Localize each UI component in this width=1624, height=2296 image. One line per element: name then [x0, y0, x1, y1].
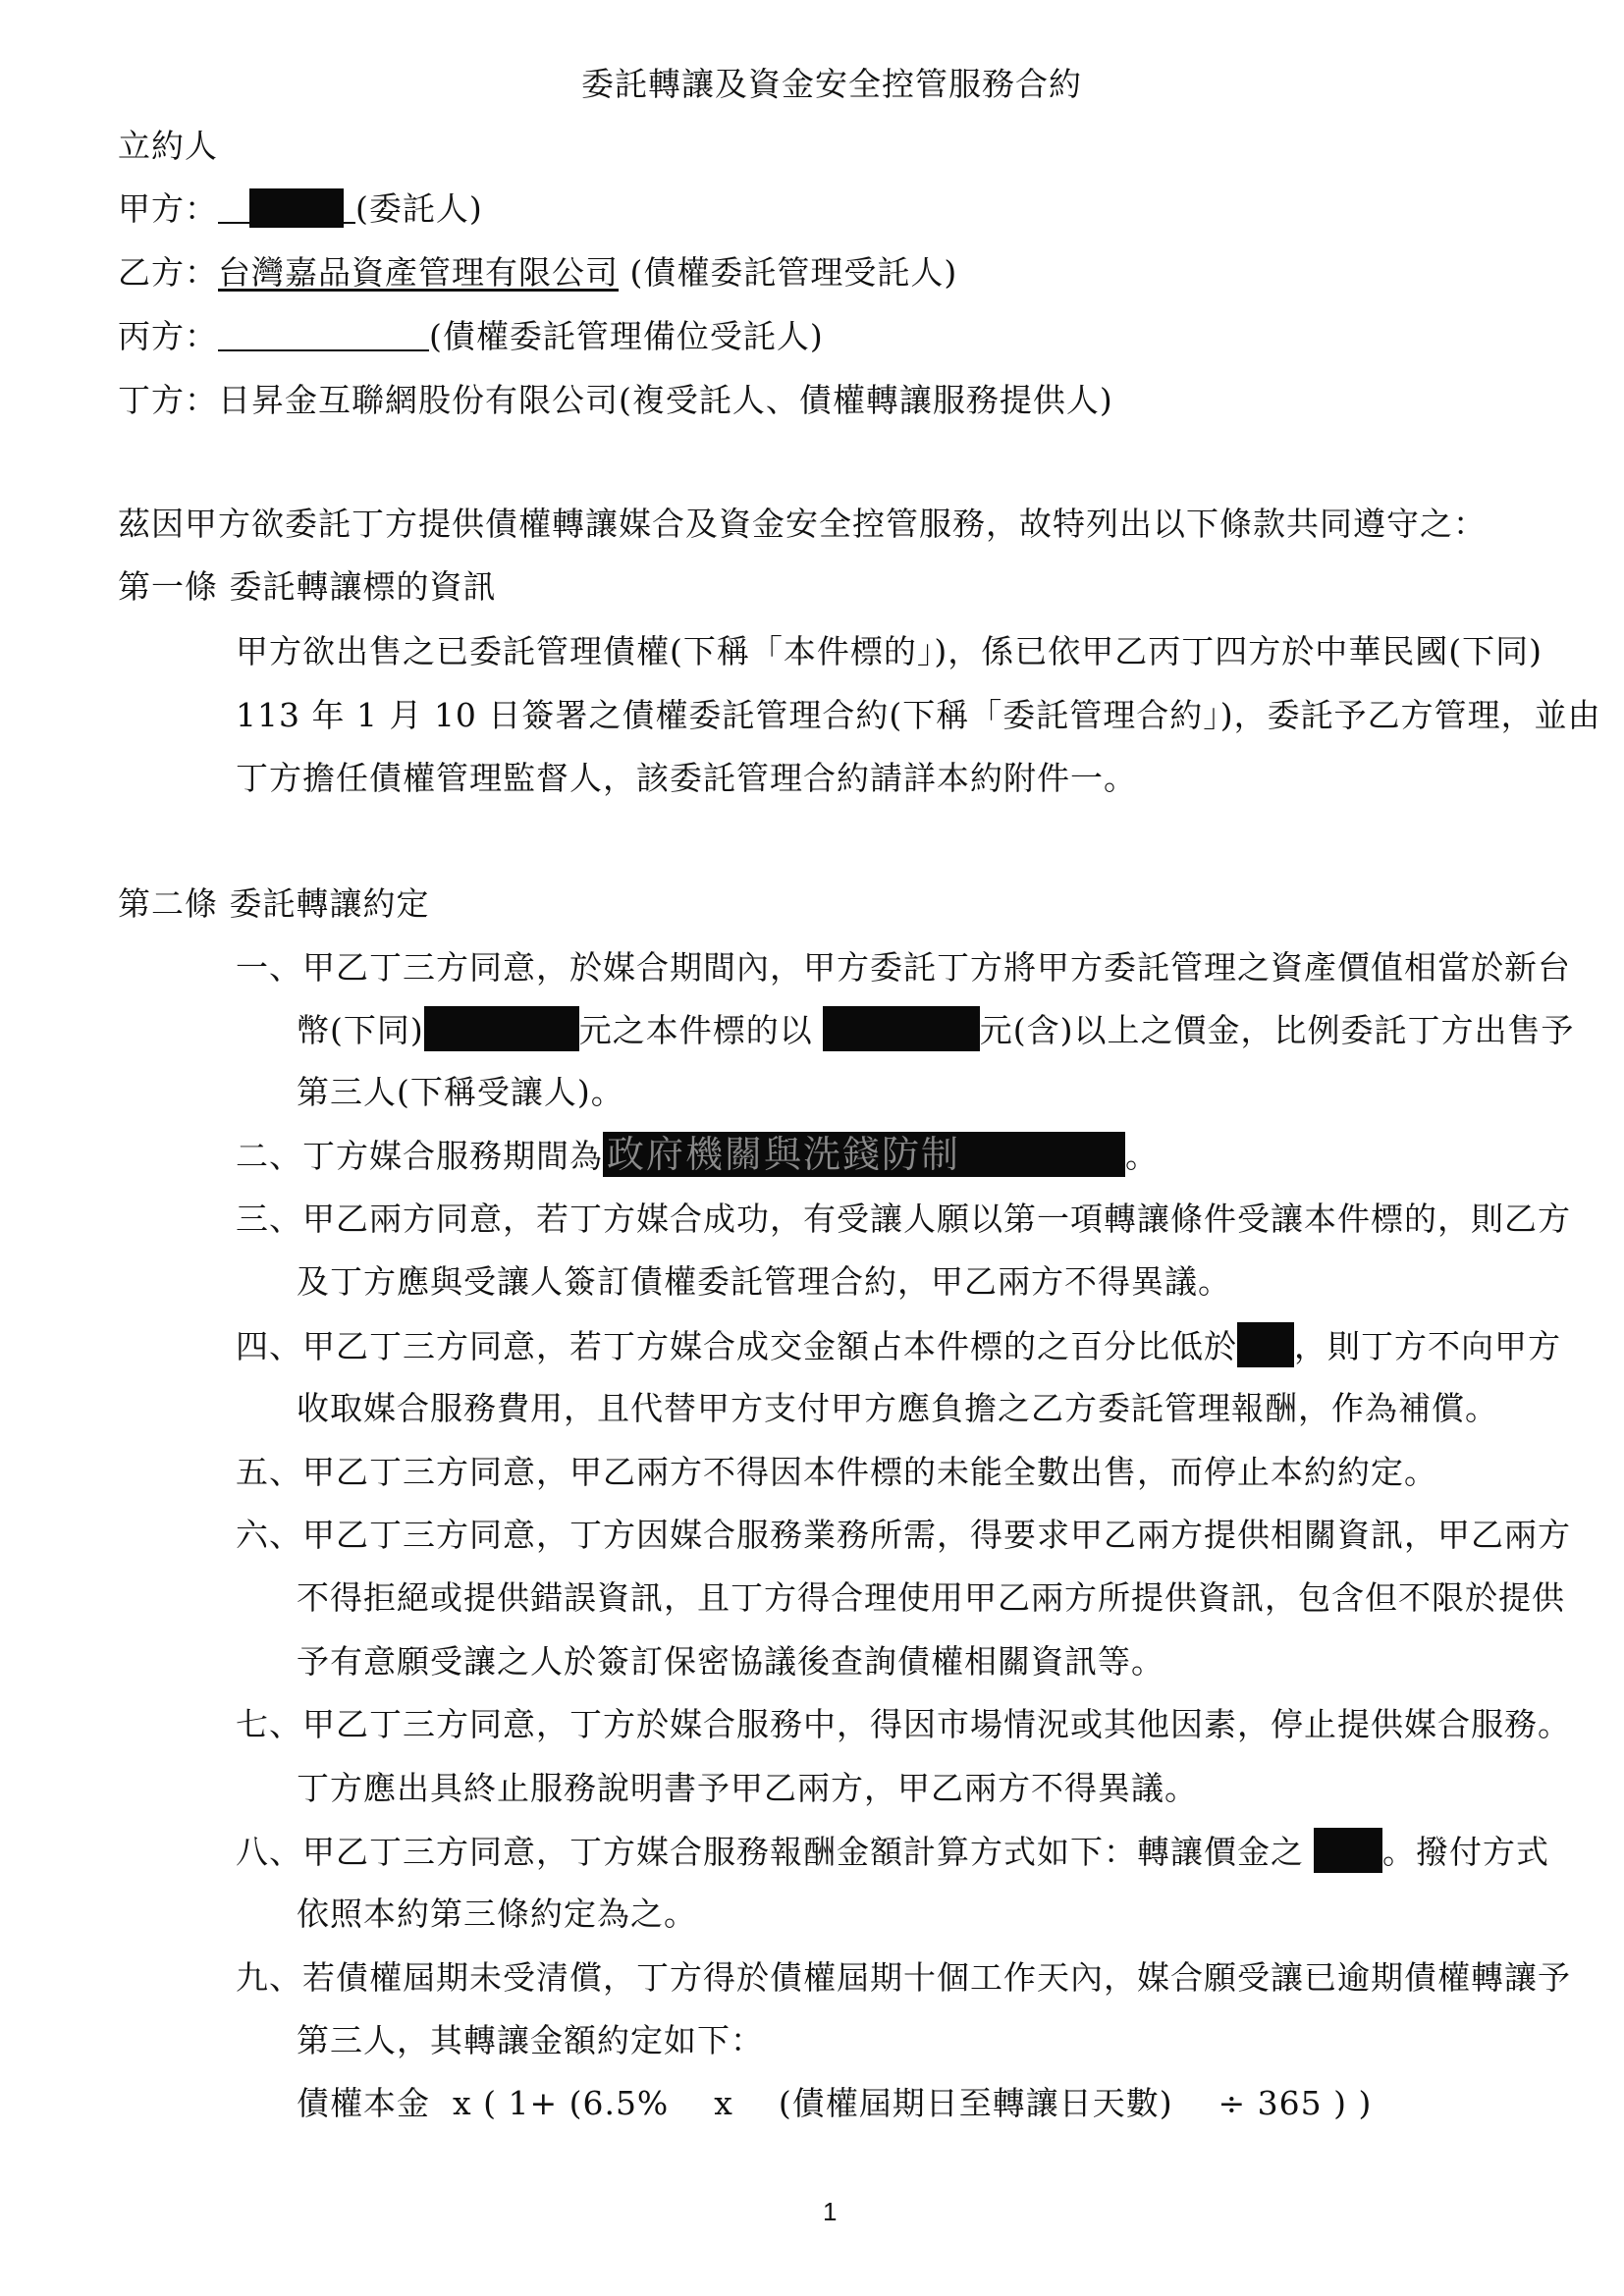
clause-4-redaction-percent — [1237, 1322, 1294, 1367]
document-title: 委託轉讓及資金安全控管服務合約 — [581, 65, 1082, 103]
clause-1-text-c: 元(含)以上之價金，比例委託丁方出售予 — [979, 1011, 1575, 1049]
party-a-blank-left — [218, 190, 249, 224]
party-a-redaction — [249, 188, 344, 228]
clause-2-text: 二、丁方媒合服務期間為 — [236, 1137, 603, 1175]
clause-8-redaction-rate — [1314, 1828, 1382, 1873]
clause-1-text-b: 元之本件標的以 — [578, 1011, 813, 1049]
party-a-label: 甲方： — [118, 189, 218, 228]
clause-8-line-2: 依照本約第三條約定為之。 — [297, 1895, 697, 1933]
clause-1-line-3: 第三人(下稱受讓人)。 — [297, 1073, 624, 1111]
article-1-heading: 第一條 委託轉讓標的資訊 — [118, 567, 497, 606]
clause-1-text-a: 幣(下同) — [297, 1011, 424, 1049]
party-b-name: 台灣嘉品資產管理有限公司 — [218, 253, 619, 292]
clause-6-line-2: 不得拒絕或提供錯誤資訊，且丁方得合理使用甲乙兩方所提供資訊，包含但不限於提供 — [297, 1578, 1565, 1617]
party-d-line: 丁方：日昇金互聯網股份有限公司(複受託人、債權轉讓服務提供人) — [118, 381, 1113, 419]
article-1-text-3: 丁方擔任債權管理監督人，該委託管理合約請詳本約附件一。 — [236, 759, 1137, 797]
parties-heading: 立約人 — [118, 127, 218, 165]
clause-2-redaction-watermark: 政府機關與洗錢防制 — [603, 1132, 1125, 1177]
clause-4-line-2: 收取媒合服務費用，且代替甲方支付甲方應負擔之乙方委託管理報酬，作為補償。 — [297, 1389, 1498, 1427]
party-c-label: 丙方： — [118, 317, 218, 355]
clause-1-redaction-price — [823, 1006, 980, 1051]
clause-6-line-1: 六、甲乙丁三方同意，丁方因媒合服務業務所需，得要求甲乙兩方提供相關資訊，甲乙兩方 — [236, 1516, 1571, 1554]
clause-4-text-a: 四、甲乙丁三方同意，若丁方媒合成交金額占本件標的之百分比低於 — [236, 1327, 1237, 1365]
party-c-blank — [218, 318, 429, 351]
article-1-text-1: 甲方欲出售之已委託管理債權(下稱「本件標的」)，係已依甲乙丙丁四方於中華民國(下同) — [236, 632, 1543, 670]
article-1-text-2: 113 年 1 月 10 日簽署之債權委託管理合約(下稱「委託管理合約」)，委託予乙方管理，並由 — [236, 696, 1601, 734]
clause-1-line-1: 一、甲乙丁三方同意，於媒合期間內，甲方委託丁方將甲方委託管理之資產價值相當於新台 — [236, 948, 1571, 987]
preamble: 茲因甲方欲委託丁方提供債權轉讓媒合及資金安全控管服務，故特列出以下條款共同遵守之： — [118, 505, 1487, 543]
clause-1-redaction-amount — [424, 1006, 579, 1051]
clause-1-line-2 — [297, 1006, 1575, 1054]
party-a-role: (委託人) — [355, 189, 483, 228]
clause-8-text-a: 八、甲乙丁三方同意，丁方媒合服務報酬金額計算方式如下：轉讓價金之 — [236, 1833, 1304, 1871]
party-c-line — [118, 313, 824, 360]
clause-8-line-1 — [236, 1828, 1549, 1876]
clause-7-line-2: 丁方應出具終止服務說明書予甲乙兩方，甲乙兩方不得異議。 — [297, 1769, 1198, 1807]
clause-2-line — [236, 1132, 1159, 1180]
clause-8-text-b: 。撥付方式 — [1382, 1833, 1549, 1871]
clause-2-end: 。 — [1125, 1137, 1159, 1175]
clause-5-line: 五、甲乙丁三方同意，甲乙兩方不得因本件標的未能全數出售，而停止本約約定。 — [236, 1453, 1437, 1491]
clause-6-line-3: 予有意願受讓之人於簽訂保密協議後查詢債權相關資訊等。 — [297, 1642, 1164, 1681]
clause-4-line-1 — [236, 1322, 1561, 1370]
party-b-line — [118, 249, 957, 296]
clause-3-line-2: 及丁方應與受讓人簽訂債權委託管理合約，甲乙兩方不得異議。 — [297, 1262, 1231, 1301]
clause-9-line-2: 第三人，其轉讓金額約定如下： — [297, 2021, 764, 2059]
party-b-role: (債權委託管理受託人) — [629, 253, 958, 292]
clause-9-line-1: 九、若債權屆期未受清償，丁方得於債權屆期十個工作天內，媒合願受讓已逾期債權轉讓予 — [236, 1958, 1571, 1997]
clause-4-text-b: ，則丁方不向甲方 — [1294, 1327, 1561, 1365]
party-a-blank-right — [344, 190, 355, 224]
party-b-label: 乙方： — [118, 253, 218, 292]
article-2-heading: 第二條 委託轉讓約定 — [118, 884, 430, 923]
party-c-role: (債權委託管理備位受託人) — [429, 317, 824, 355]
page-number: 1 — [823, 2197, 838, 2226]
clause-7-line-1: 七、甲乙丁三方同意，丁方於媒合服務中，得因市場情況或其他因素，停止提供媒合服務。 — [236, 1705, 1571, 1743]
clause-3-line-1: 三、甲乙兩方同意，若丁方媒合成功，有受讓人願以第一項轉讓條件受讓本件標的，則乙方 — [236, 1200, 1571, 1238]
clause-9-formula: 債權本金 x ( 1+ (6.5% x (債權屆期日至轉讓日天數) ÷ 365 ) ) — [297, 2084, 1373, 2122]
party-a-line — [118, 186, 483, 233]
